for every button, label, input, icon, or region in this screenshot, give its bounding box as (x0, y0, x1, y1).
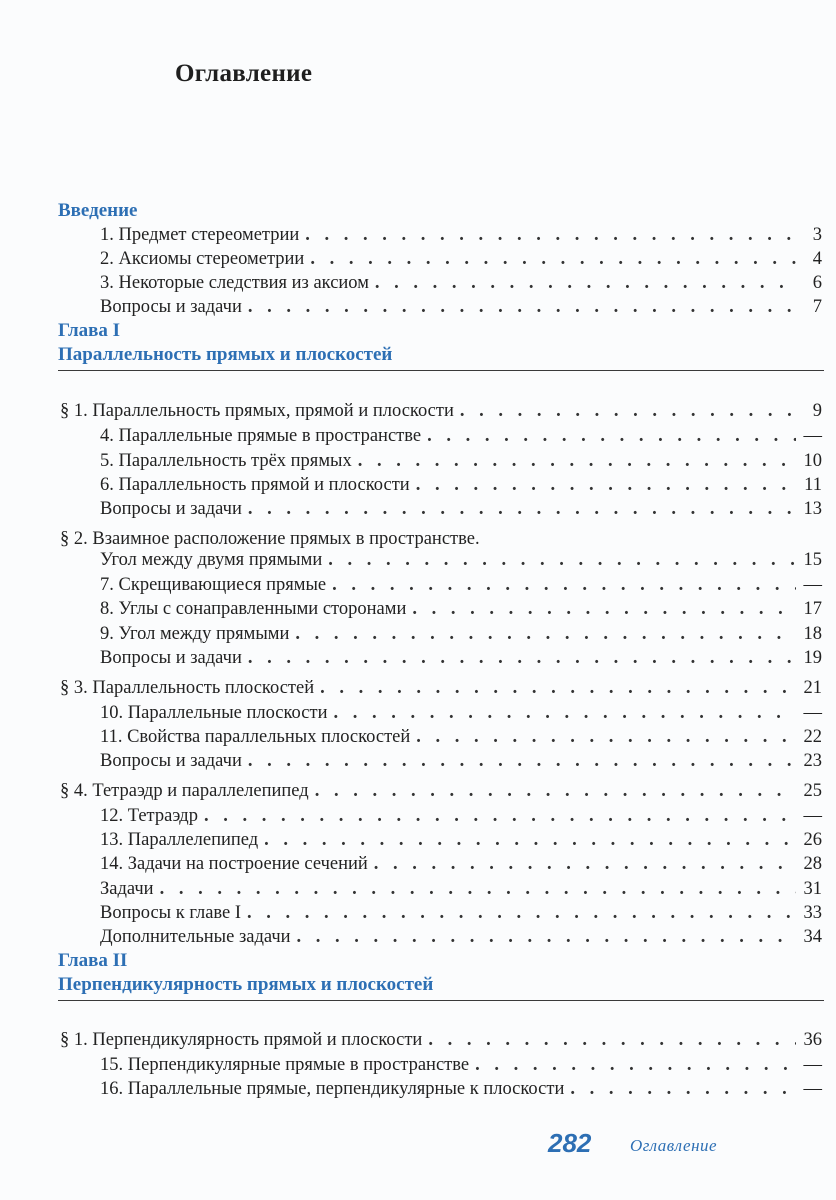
entry-page: 21 (803, 678, 822, 698)
entry-page: — (803, 1079, 822, 1099)
toc-section[interactable] (60, 779, 822, 803)
toc-entry[interactable] (100, 852, 822, 876)
toc-entry[interactable] (100, 597, 822, 621)
leader-dots (428, 1028, 796, 1052)
entry-label: 11. Свойства параллельных плоскостей (100, 727, 411, 747)
entry-page: 31 (803, 879, 822, 899)
toc-entry[interactable] (100, 901, 822, 925)
toc-entry[interactable] (100, 1077, 822, 1101)
leader-dots (374, 852, 796, 876)
section-label: § 3. Параллельность плоскостей (60, 678, 315, 698)
toc-entry[interactable] (100, 573, 822, 597)
entry-page: 34 (803, 927, 822, 947)
toc-entry[interactable] (100, 701, 822, 725)
entry-page: 36 (803, 1030, 822, 1050)
entry-page: 3 (812, 225, 822, 245)
toc-entry[interactable] (100, 877, 822, 901)
entry-page: 25 (803, 781, 822, 801)
entry-label: 5. Параллельность трёх прямых (100, 451, 352, 471)
leader-dots (416, 473, 796, 497)
entry-page: — (803, 575, 822, 595)
entry-page: 33 (803, 903, 822, 923)
entry-page: — (803, 426, 822, 446)
entry-label: Угол между двумя прямыми (100, 550, 323, 570)
entry-label: 6. Параллельность прямой и плоскости (100, 475, 410, 495)
entry-page: 9 (812, 401, 822, 421)
leader-dots (328, 548, 796, 572)
entry-label: Вопросы к главе I (100, 903, 242, 923)
leader-dots (315, 779, 796, 803)
entry-page: 19 (803, 648, 822, 668)
leader-dots (264, 828, 796, 852)
toc-entry[interactable] (100, 1053, 822, 1077)
divider (58, 370, 824, 371)
toc-entry[interactable] (100, 749, 822, 773)
entry-page: — (803, 1055, 822, 1075)
toc-entry[interactable] (100, 424, 822, 448)
leader-dots (475, 1053, 796, 1077)
leader-dots (248, 497, 796, 521)
page-title: Оглавление (175, 60, 313, 87)
entry-page: — (803, 703, 822, 723)
leader-dots (297, 925, 796, 949)
toc-entry[interactable] (100, 646, 822, 670)
leader-dots (248, 295, 796, 319)
toc-entry[interactable] (100, 925, 822, 949)
toc-entry[interactable] (100, 804, 822, 828)
toc-entry[interactable] (100, 247, 822, 271)
entry-label: 13. Параллелепипед (100, 830, 259, 850)
entry-label: 2. Аксиомы стереометрии (100, 249, 305, 269)
entry-label: 4. Параллельные прямые в пространстве (100, 426, 422, 446)
entry-page: — (803, 806, 822, 826)
section-label: § 4. Тетраэдр и параллелепипед (60, 781, 309, 801)
leader-dots (427, 424, 796, 448)
entry-page: 23 (803, 751, 822, 771)
toc-entry[interactable] (100, 497, 822, 521)
entry-label: Вопросы и задачи (100, 499, 242, 519)
entry-label: 7. Скрещивающиеся прямые (100, 575, 327, 595)
leader-dots (204, 804, 796, 828)
section-label: § 2. Взаимное расположение прямых в пространстве. (60, 529, 480, 549)
toc-entry[interactable] (100, 223, 822, 247)
leader-dots (248, 646, 796, 670)
entry-label: 9. Угол между прямыми (100, 624, 290, 644)
chapter-2-label: Глава II (58, 950, 128, 971)
entry-label: Вопросы и задачи (100, 648, 242, 668)
leader-dots (295, 622, 796, 646)
leader-dots (160, 877, 796, 901)
entry-label: Вопросы и задачи (100, 751, 242, 771)
toc-section[interactable] (60, 676, 822, 700)
entry-label: Вопросы и задачи (100, 297, 242, 317)
running-title: Оглавление (630, 1136, 718, 1155)
leader-dots (570, 1077, 796, 1101)
leader-dots (375, 271, 796, 295)
entry-label: 15. Перпендикулярные прямые в пространстве (100, 1055, 470, 1075)
leader-dots (333, 701, 796, 725)
entry-page: 22 (803, 727, 822, 747)
leader-dots (310, 247, 796, 271)
toc-section[interactable] (60, 1028, 822, 1052)
entry-label: Задачи (100, 879, 154, 899)
leader-dots (248, 749, 796, 773)
toc-entry[interactable] (100, 473, 822, 497)
toc-entry[interactable] (100, 449, 822, 473)
toc-section[interactable] (60, 399, 822, 423)
entry-label: 1. Предмет стереометрии (100, 225, 300, 245)
leader-dots (305, 223, 796, 247)
toc-entry[interactable] (100, 271, 822, 295)
entry-page: 18 (803, 624, 822, 644)
divider (58, 1000, 824, 1001)
entry-page: 10 (803, 451, 822, 471)
entry-label: 14. Задачи на построение сечений (100, 854, 368, 874)
leader-dots (247, 901, 796, 925)
leader-dots (460, 399, 796, 423)
leader-dots (320, 676, 796, 700)
chapter-2-title: Перпендикулярность прямых и плоскостей (58, 974, 434, 995)
toc-entry[interactable] (100, 548, 822, 572)
entry-page: 26 (803, 830, 822, 850)
entry-page: 7 (812, 297, 822, 317)
leader-dots (412, 597, 796, 621)
leader-dots (358, 449, 796, 473)
entry-label: 16. Параллельные прямые, перпендикулярные к плоскости (100, 1079, 565, 1099)
entry-page: 17 (803, 599, 822, 619)
entry-page: 15 (803, 550, 822, 570)
entry-label: 12. Тетраэдр (100, 806, 198, 826)
intro-heading: Введение (58, 200, 138, 221)
toc-entry[interactable] (100, 622, 822, 646)
toc-entry[interactable] (100, 828, 822, 852)
toc-entry[interactable] (100, 295, 822, 319)
page-number: 282 (548, 1128, 592, 1158)
entry-page: 28 (803, 854, 822, 874)
entry-page: 13 (803, 499, 822, 519)
section-label: § 1. Перпендикулярность прямой и плоскости (60, 1030, 423, 1050)
entry-page: 4 (812, 249, 822, 269)
leader-dots (416, 725, 796, 749)
entry-label: 8. Углы с сонаправленными сторонами (100, 599, 407, 619)
chapter-1-title: Параллельность прямых и плоскостей (58, 344, 393, 365)
leader-dots (332, 573, 796, 597)
entry-label: Дополнительные задачи (100, 927, 291, 947)
entry-label: 3. Некоторые следствия из аксиом (100, 273, 369, 293)
section-label: § 1. Параллельность прямых, прямой и плоскости (60, 401, 454, 421)
entry-page: 11 (804, 475, 822, 495)
entry-label: 10. Параллельные плоскости (100, 703, 328, 723)
toc-entry[interactable] (100, 725, 822, 749)
chapter-1-label: Глава I (58, 320, 121, 341)
entry-page: 6 (812, 273, 822, 293)
